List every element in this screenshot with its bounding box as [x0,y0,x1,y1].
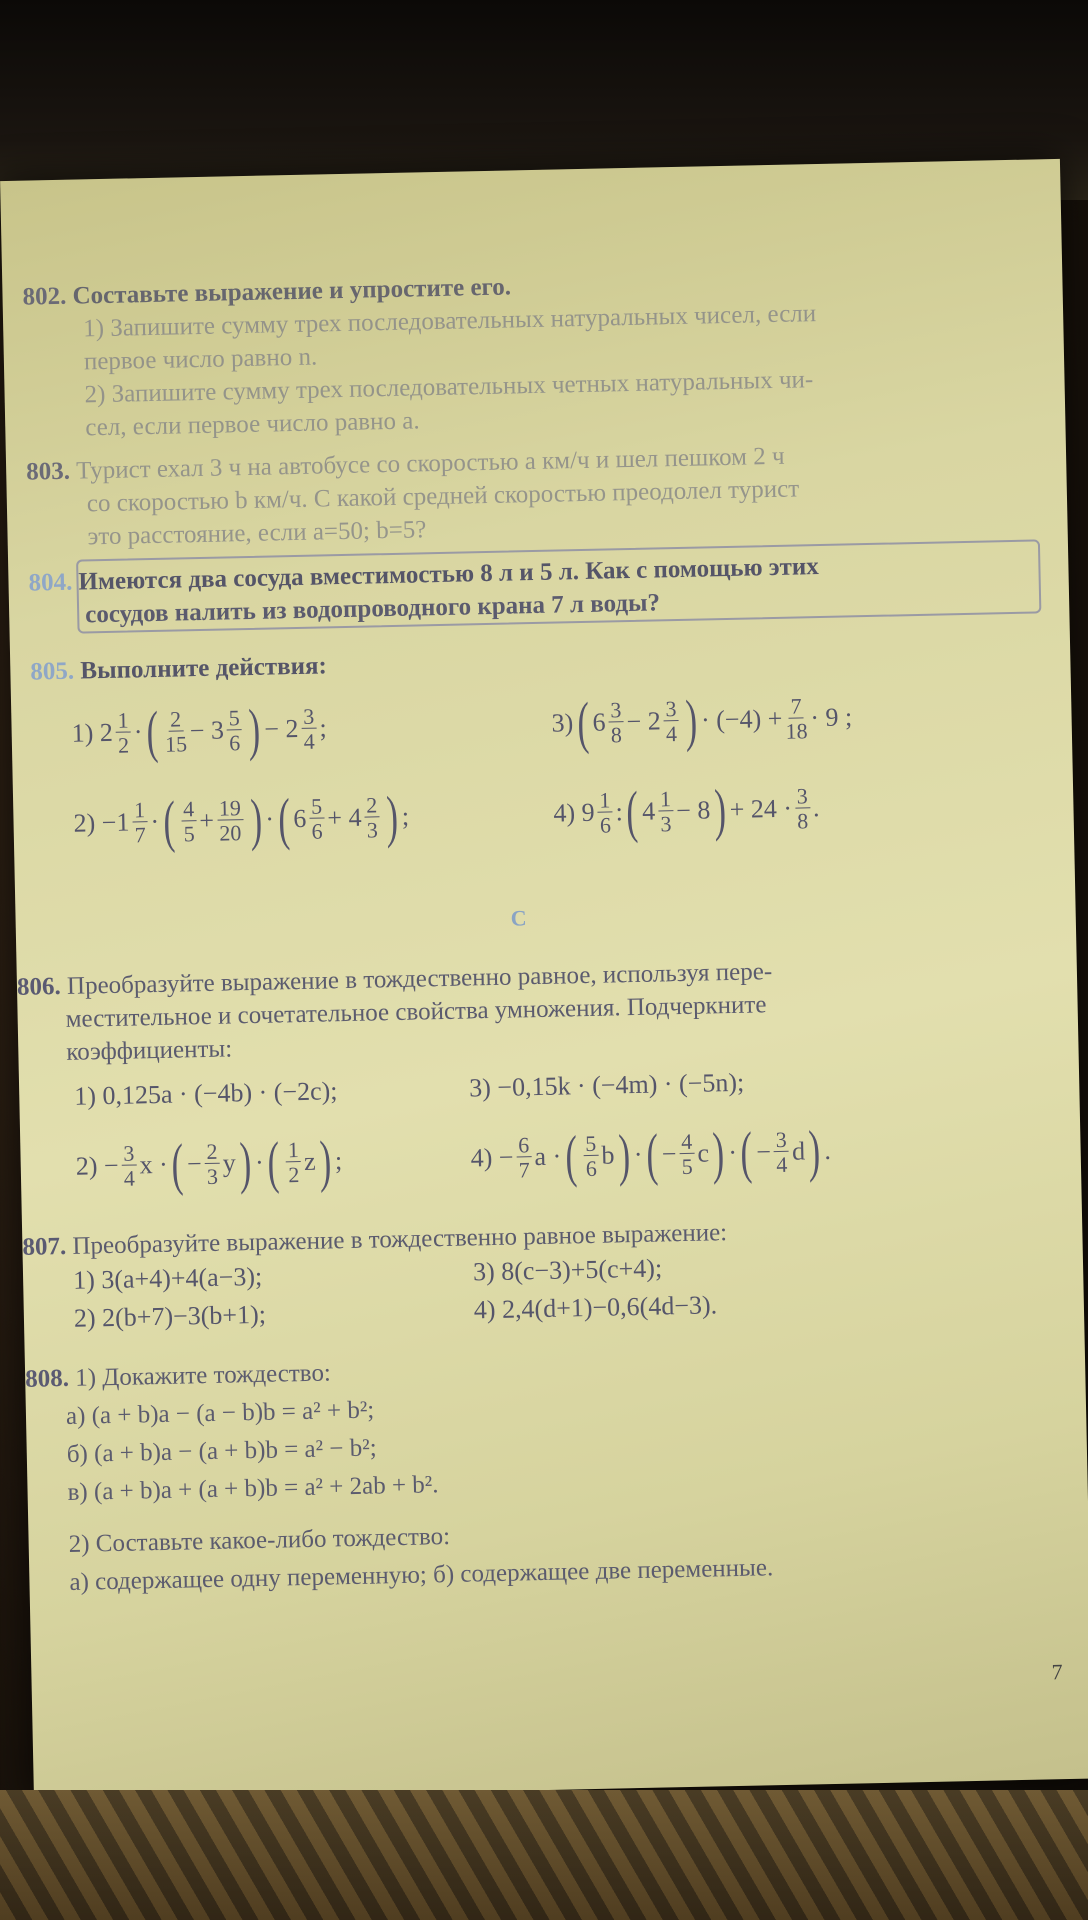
expression-807-4: 4) 2,4(d+1)−0,6(4d−3). [473,1290,718,1325]
text-line: Турист ехал 3 ч на автобусе со скоростью a км/ч и шел пешком 2 ч [75,442,785,485]
expr-text: 4) 9 [553,797,595,828]
fraction: $\frac{5}{6}$ [228,704,241,755]
expr-text: − 3 [189,715,225,746]
expression-806-2: 2) − $\frac{3}{4}$ x · ( − $\frac{2}{3}$ y ) · ( $\frac{1}{2}$ z ) ; [75,1128,343,1197]
fraction: $\frac{1}{2}$ [117,707,130,758]
problem-number: 802. [22,282,67,311]
expression-806-3: 3) −0,15k · (−4m) · (−5n); [468,1067,745,1103]
expr-text: · (−4) + [700,703,783,735]
fraction: $\frac{4}{5}$ [182,795,195,846]
text-line: местительное и сочетательное свойства умножения. Подчеркните [65,991,767,1033]
fraction: $\frac{6}{7}$ [517,1131,531,1182]
expr-text: 6 [293,803,307,834]
fraction: $\frac{3}{8}$ [796,782,809,834]
section-letter: С [510,905,527,931]
expr-text: − 2 [626,706,662,737]
expr-text: ; [319,713,328,743]
problem-808 [25,1339,1070,1603]
expression-806-1: 1) 0,125a · (−4b) · (−2c); [73,1076,338,1111]
expr-text: b [601,1140,615,1170]
expr-text: + 24 · [729,793,793,824]
expr-text: · [254,1147,265,1177]
expr-text: + [199,805,215,836]
text-line: Имеются два сосуда вместимостью 8 л и 5 л. Как с помощью этих [78,553,820,596]
expr-text: . [812,793,820,823]
expr-text: . [824,1135,832,1166]
problem-number: 805. [30,657,75,686]
fraction: $\frac{1}{3}$ [659,785,672,836]
expr-text: + 4 [327,802,362,833]
expr-text: : [615,797,624,827]
expr-text: 2) −1 [73,807,130,838]
text-line: коэффициенты: [66,1035,233,1066]
expression-806-4: 4) − $\frac{6}{7}$ a · ( $\frac{5}{6}$ b ) · ( − $\frac{4}{5}$ c ) · ( − $\frac{3}{4}$ d ) . [470,1118,832,1189]
expr-text: · [728,1137,738,1168]
problem-number: 807. [22,1232,67,1261]
fraction: $\frac{1}{7}$ [133,796,146,847]
problem-803 [26,434,1048,554]
fraction: $\frac{1}{6}$ [599,786,612,838]
text-line: 1) Докажите тождество: [74,1359,332,1392]
problem-number: 803. [25,457,71,486]
expr-text: 3) [551,708,574,738]
problem-title: Составьте выражение и упростите его. [72,273,512,310]
expression-805-4: 4) 9 $\frac{1}{6}$ : ( 4 $\frac{1}{3}$ − 8 ) + 24 · $\frac{3}{8}$ . [553,777,820,845]
fraction: $\frac{2}{3}$ [365,791,379,843]
expression-805-3: 3) ( 6 $\frac{3}{8}$ − 2 $\frac{3}{4}$ ) · (−4) + $\frac{7}{18}$ · 9 ; [551,687,853,756]
expression-805-1: 1) 2 $\frac{1}{2}$ · ( $\frac{2}{15}$ − 3 $\frac{5}{6}$ ) − 2 $\frac{3}{4}$ ; [71,696,328,765]
fraction: $\frac{4}{5}$ [680,1128,694,1179]
text-line: 2) Составьте какое-либо тождество: [68,1522,451,1558]
expr-text: z [303,1146,316,1176]
expr-text: · [265,804,275,834]
expr-text: ; [334,1146,343,1176]
expression-807-2: 2) 2(b+7)−3(b+1); [73,1299,267,1333]
fraction: $\frac{3}{4}$ [665,695,678,746]
expr-text: − [661,1139,677,1169]
text-line: сосудов налить из водопроводного крана 7 л воды? [84,589,661,629]
expression-807-1: 1) 3(a+4)+4(a−3); [72,1261,263,1295]
fraction: $\frac{3}{4}$ [302,703,316,754]
problem-806 [17,949,1059,1070]
expression-807-3: 3) 8(c−3)+5(c+4); [472,1253,663,1287]
fraction: $\frac{3}{8}$ [610,696,623,747]
expr-text: 6 [592,707,606,737]
expr-text: 4 [641,796,656,826]
expr-text: · [150,806,160,837]
fraction: $\frac{1}{2}$ [287,1136,300,1187]
problem-title: Преобразуйте выражение в тождественно равное выражение: [72,1219,728,1260]
text-line: первое число равно n. [83,343,318,376]
identity-c: в) (a + b)a + (a + b)b = a² + 2ab + b². [67,1471,439,1506]
fraction: $\frac{7}{18}$ [785,692,808,744]
problem-802 [22,259,1045,445]
expr-text: · [633,1139,643,1170]
identity-b: б) (a + b)a − (a + b)b = a² − b²; [66,1434,377,1468]
expr-text: − 8 [675,795,711,826]
text-line: 2) Запишите сумму трех последовательных четных натуральных чи- [84,366,814,409]
textbook-page [0,159,1088,1801]
problem-number: 808. [24,1364,70,1393]
expr-text: − [186,1149,203,1179]
expr-text: 4) − [470,1142,514,1173]
problem-number: 804. [28,568,73,597]
text-line: а) содержащее одну переменную; б) содержащее две переменные. [69,1554,774,1596]
expr-text: x · [139,1149,169,1180]
problem-number: 806. [16,973,62,1001]
fraction: $\frac{2}{15}$ [164,705,188,757]
text-line: 1) Запишите сумму трех последовательных натуральных чисел, если [82,300,817,343]
expr-text: − [756,1137,772,1167]
problem-title: Выполните действия: [80,652,328,685]
expr-text: 2) − [75,1150,119,1181]
text-line: сел, если первое число равно a. [85,407,420,442]
expr-text: · [133,717,143,747]
fraction: $\frac{3}{4}$ [775,1126,788,1177]
problem-805 [30,634,1050,688]
fraction: $\frac{3}{4}$ [123,1140,136,1191]
tablecloth [0,1790,1088,1920]
text-line: со скоростью b км/ч. С какой средней скоростью преодолел турист [86,475,800,518]
expr-text: · 9 ; [810,702,853,733]
expr-text: − 2 [264,713,299,744]
identity-a: а) (a + b)a − (a − b)b = a² + b²; [65,1396,375,1430]
expr-text: c [697,1138,710,1168]
expr-text: d [791,1136,806,1166]
expression-805-2: 2) −1 $\frac{1}{7}$ · ( $\frac{4}{5}$ + $\frac{19}{20}$ ) · ( 6 $\frac{5}{6}$ + 4 $\frac{2}{3}$ ) ; [73,783,410,854]
expr-text: 1) 2 [71,717,114,748]
page-number: 7 [1051,1659,1063,1685]
fraction: $\frac{19}{20}$ [218,794,242,846]
fraction: $\frac{2}{3}$ [206,1138,219,1189]
text-line: Преобразуйте выражение в тождественно равное, используя пере- [66,958,773,1000]
fraction: $\frac{5}{6}$ [310,792,323,844]
expr-text: y [222,1148,237,1178]
expr-text: a · [534,1141,562,1172]
expr-text: ; [401,801,410,831]
fraction: $\frac{5}{6}$ [584,1130,598,1181]
page-content [0,159,1088,1801]
text-line: это расстояние, если a=50; b=5? [87,516,427,551]
